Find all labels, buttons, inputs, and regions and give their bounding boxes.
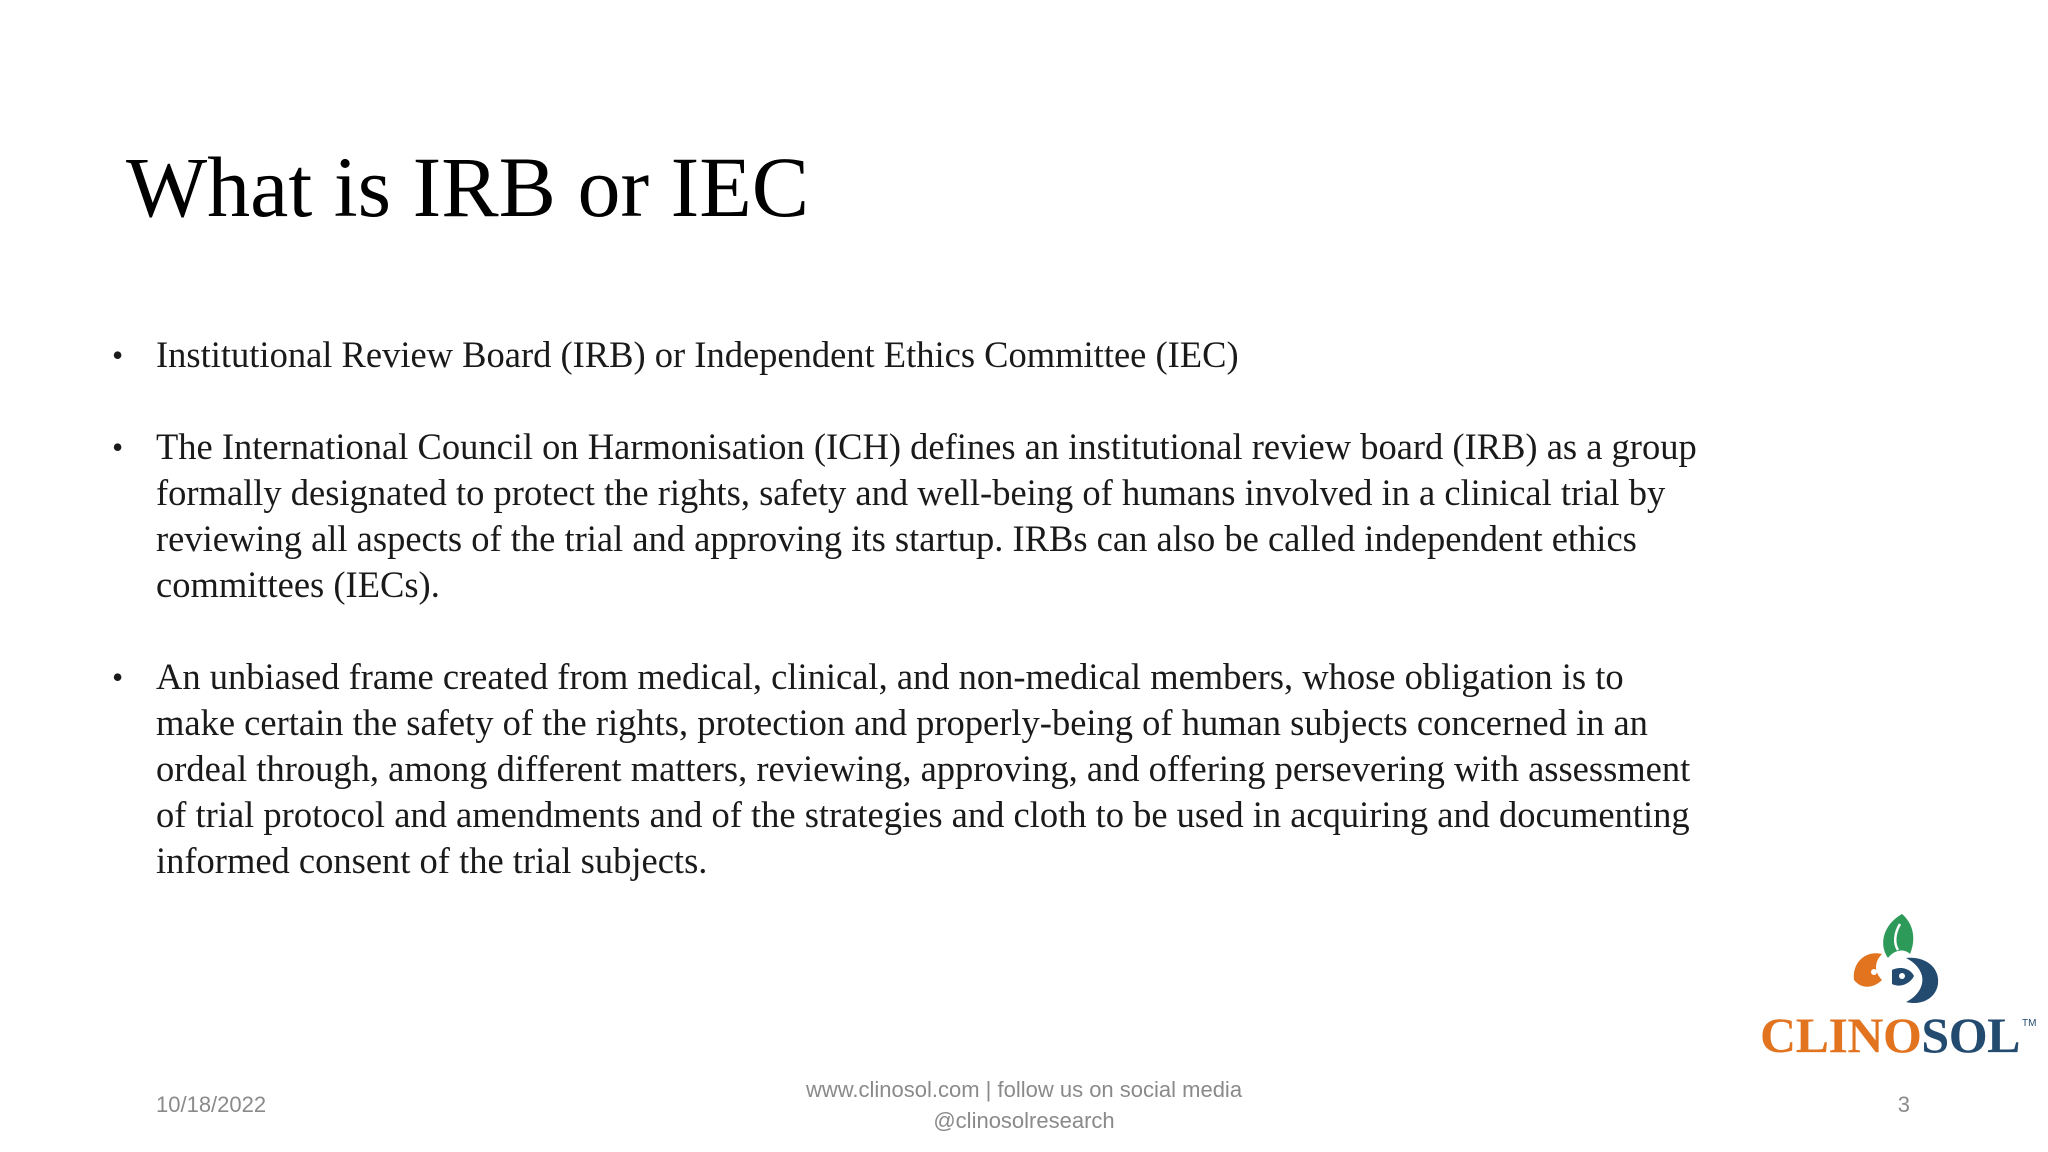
wordmark-sol: SOL [1921,1007,2020,1063]
footer-date: 10/18/2022 [156,1092,267,1117]
clinosol-wordmark [1760,1007,2020,1063]
clinosol-emblem-icon [1844,910,1954,1010]
bullet-text: The International Council on Harmonisation (ICH) defines an institutional review board (IRB) as a group formally designated to protect the rights, safety and well-being of humans involved in a clinical trial by reviewing all aspects of the trial and approving its startup. IRBs can also be called independent ethics committees (IECs). [156,426,1697,605]
bullet-text: Institutional Review Board (IRB) or Independent Ethics Committee (IEC) [156,334,1239,375]
bullet-marker: • [112,659,124,695]
footer-website-line: www.clinosol.com | follow us on social media [805,1077,1243,1102]
slide-title: What is IRB or IEC [126,139,810,235]
trademark-symbol: TM [2022,1018,2037,1029]
bullet-item-irb-iec [110,332,1710,378]
bullet-marker: • [112,429,124,465]
bullet-marker: • [112,337,124,373]
footer-social-handle: @clinosolresearch [933,1108,1115,1133]
slide-number: 3 [1897,1092,1910,1117]
bullet-list [110,332,1710,930]
wordmark-clino: CLINO [1760,1007,1922,1063]
clinosol-logo [1760,910,2040,1076]
bullet-item-ich-definition [110,424,1710,608]
bullet-item-unbiased-frame [110,654,1710,884]
bullet-text: An unbiased frame created from medical, clinical, and non-medical members, whose obligation is to make certain the safety of the rights, protection and properly-being of human subjects concerned in an ordeal through, among different matters, reviewing, approving, and offering persevering with assessment of trial protocol and amendments and of the strategies and cloth to be used in acquiring and documenting informed consent of the trial subjects. [156,656,1691,881]
footer-center-text [724,1074,1324,1136]
